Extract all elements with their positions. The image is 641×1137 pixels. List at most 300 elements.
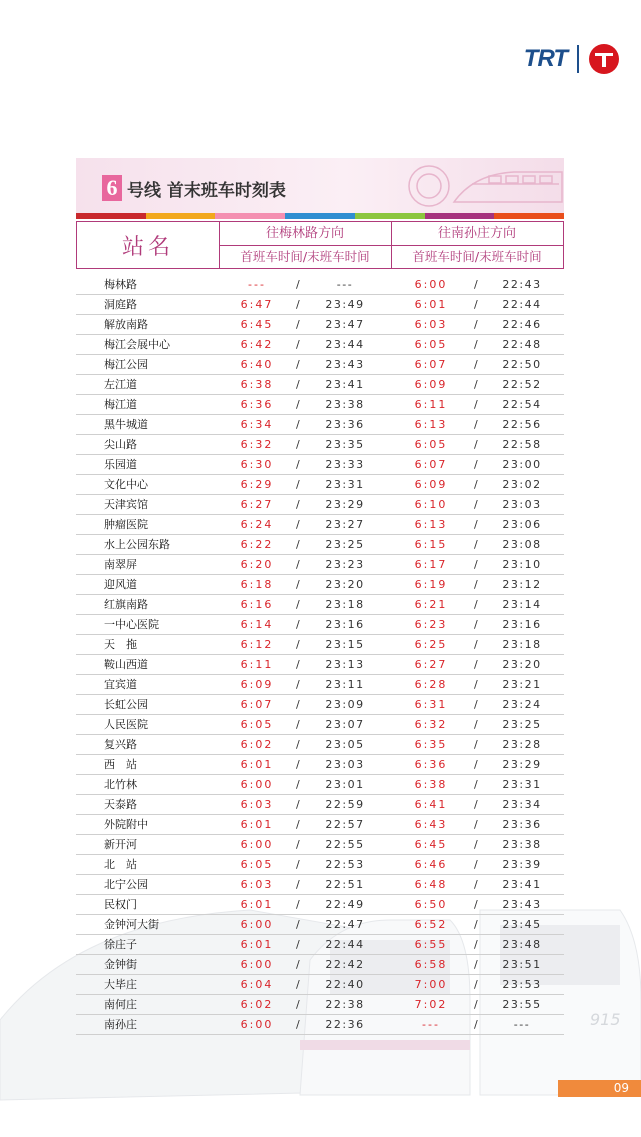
time-separator: /: [296, 958, 300, 971]
first-train-time-meilin: 6:01: [240, 938, 274, 951]
station-name: 梅江公园: [104, 358, 148, 371]
time-separator: /: [296, 498, 300, 511]
table-row: [76, 715, 564, 735]
svg-text:915: 915: [590, 1010, 621, 1029]
station-name: 乐园道: [104, 458, 137, 471]
station-name: 解放南路: [104, 318, 148, 331]
time-separator: /: [296, 938, 300, 951]
trt-logo: TRT: [523, 45, 567, 72]
time-separator: /: [296, 578, 300, 591]
last-train-time-nansunzhuang: 23:45: [502, 918, 542, 931]
stripe-segment: [215, 213, 285, 219]
last-train-time-nansunzhuang: 23:38: [502, 838, 542, 851]
station-name: 尖山路: [104, 438, 137, 451]
first-train-time-nansunzhuang: 6:03: [414, 318, 448, 331]
first-train-time-nansunzhuang: 7:00: [414, 978, 448, 991]
last-train-time-meilin: 22:59: [325, 798, 365, 811]
table-row: [76, 655, 564, 675]
table-row: [76, 535, 564, 555]
station-name: 西 站: [104, 758, 137, 771]
station-name: 梅林路: [104, 278, 137, 291]
first-train-time-meilin: 6:00: [240, 918, 274, 931]
last-train-time-meilin: 22:47: [325, 918, 365, 931]
time-separator: /: [474, 898, 478, 911]
first-train-time-meilin: 6:22: [240, 538, 274, 551]
last-train-time-nansunzhuang: 23:36: [502, 818, 542, 831]
time-separator: /: [474, 918, 478, 931]
station-name: 北 站: [104, 858, 137, 871]
first-train-time-meilin: 6:14: [240, 618, 274, 631]
last-train-time-nansunzhuang: 23:24: [502, 698, 542, 711]
time-separator: /: [296, 698, 300, 711]
stripe-segment: [355, 213, 425, 219]
station-name: 鞍山西道: [104, 658, 148, 671]
last-train-time-meilin: 23:05: [325, 738, 365, 751]
last-train-time-meilin: 23:35: [325, 438, 365, 451]
table-row: [76, 615, 564, 635]
time-separator: /: [474, 578, 478, 591]
first-train-time-nansunzhuang: 6:35: [414, 738, 448, 751]
last-train-time-nansunzhuang: 23:48: [502, 938, 542, 951]
last-train-time-nansunzhuang: 23:53: [502, 978, 542, 991]
last-train-time-nansunzhuang: 23:18: [502, 638, 542, 651]
stripe-segment: [285, 213, 355, 219]
station-name: 宜宾道: [104, 678, 137, 691]
time-separator: /: [474, 798, 478, 811]
last-train-time-meilin: 23:29: [325, 498, 365, 511]
time-separator: /: [474, 758, 478, 771]
time-separator: /: [474, 958, 478, 971]
table-row: [76, 955, 564, 975]
time-separator: /: [296, 418, 300, 431]
time-separator: /: [474, 818, 478, 831]
time-separator: /: [474, 438, 478, 451]
table-row: [76, 895, 564, 915]
first-train-time-meilin: 6:11: [240, 658, 274, 671]
time-separator: /: [296, 978, 300, 991]
first-train-time-meilin: 6:01: [240, 818, 274, 831]
first-train-time-meilin: 6:16: [240, 598, 274, 611]
last-train-time-nansunzhuang: 23:16: [502, 618, 542, 631]
station-name: 梅江道: [104, 398, 137, 411]
time-separator: /: [296, 738, 300, 751]
time-separator: /: [296, 918, 300, 931]
first-train-time-meilin: 6:12: [240, 638, 274, 651]
time-separator: /: [296, 678, 300, 691]
station-name: 北宁公园: [104, 878, 148, 891]
first-train-time-nansunzhuang: 6:23: [414, 618, 448, 631]
first-train-time-nansunzhuang: 6:07: [414, 458, 448, 471]
last-train-time-nansunzhuang: 23:03: [502, 498, 542, 511]
last-train-time-meilin: 23:15: [325, 638, 365, 651]
table-row: [76, 395, 564, 415]
time-separator: /: [296, 558, 300, 571]
direction-nansunzhuang-subheader: 首班车时间/末班车时间: [412, 249, 542, 264]
time-separator: /: [296, 1018, 300, 1031]
first-train-time-nansunzhuang: 6:09: [414, 478, 448, 491]
time-separator: /: [296, 878, 300, 891]
time-separator: /: [474, 498, 478, 511]
table-row: [76, 775, 564, 795]
time-separator: /: [296, 858, 300, 871]
table-row: [76, 755, 564, 775]
time-separator: /: [474, 338, 478, 351]
first-train-time-nansunzhuang: 6:19: [414, 578, 448, 591]
last-train-time-nansunzhuang: 22:54: [502, 398, 542, 411]
station-name: 南翠屏: [104, 558, 137, 571]
time-separator: /: [474, 738, 478, 751]
last-train-time-nansunzhuang: 22:50: [502, 358, 542, 371]
last-train-time-nansunzhuang: 23:55: [502, 998, 542, 1011]
metro-circle-logo: [589, 44, 619, 74]
first-train-time-meilin: 6:29: [240, 478, 274, 491]
last-train-time-nansunzhuang: 23:34: [502, 798, 542, 811]
first-train-time-nansunzhuang: 6:55: [414, 938, 448, 951]
time-separator: /: [474, 878, 478, 891]
first-train-time-nansunzhuang: 6:00: [414, 278, 448, 291]
last-train-time-meilin: 23:09: [325, 698, 365, 711]
last-train-time-meilin: 23:41: [325, 378, 365, 391]
time-separator: /: [296, 718, 300, 731]
time-separator: /: [296, 538, 300, 551]
station-name: 水上公园东路: [104, 538, 170, 551]
time-separator: /: [296, 398, 300, 411]
first-train-time-nansunzhuang: 6:10: [414, 498, 448, 511]
station-name: 金钟街: [104, 958, 137, 971]
table-row: [76, 855, 564, 875]
first-train-time-nansunzhuang: 6:58: [414, 958, 448, 971]
first-train-time-nansunzhuang: 6:32: [414, 718, 448, 731]
first-train-time-nansunzhuang: 6:31: [414, 698, 448, 711]
station-name: 大毕庄: [104, 978, 137, 991]
direction-meilin-label: 往梅林路方向: [219, 222, 391, 246]
time-separator: /: [296, 358, 300, 371]
last-train-time-nansunzhuang: 23:39: [502, 858, 542, 871]
first-train-time-meilin: 6:03: [240, 878, 274, 891]
last-train-time-nansunzhuang: 23:08: [502, 538, 542, 551]
first-train-time-nansunzhuang: 6:36: [414, 758, 448, 771]
last-train-time-nansunzhuang: 22:58: [502, 438, 542, 451]
last-train-time-nansunzhuang: 23:10: [502, 558, 542, 571]
table-row: [76, 695, 564, 715]
first-train-time-nansunzhuang: 6:13: [414, 418, 448, 431]
first-train-time-nansunzhuang: 6:13: [414, 518, 448, 531]
time-separator: /: [296, 658, 300, 671]
station-name: 一中心医院: [104, 618, 159, 631]
time-separator: /: [474, 518, 478, 531]
table-row: [76, 435, 564, 455]
first-train-time-meilin: 6:30: [240, 458, 274, 471]
stripe-segment: [76, 213, 146, 219]
station-name: 天 拖: [104, 638, 137, 651]
first-train-time-meilin: 6:40: [240, 358, 274, 371]
time-separator: /: [474, 658, 478, 671]
last-train-time-meilin: 22:36: [325, 1018, 365, 1031]
station-name: 梅江会展中心: [104, 338, 170, 351]
first-train-time-meilin: 6:03: [240, 798, 274, 811]
stripe-segment: [425, 213, 495, 219]
last-train-time-nansunzhuang: 23:14: [502, 598, 542, 611]
last-train-time-meilin: 23:16: [325, 618, 365, 631]
table-row: [76, 675, 564, 695]
time-separator: /: [474, 718, 478, 731]
table-row: [76, 455, 564, 475]
time-separator: /: [296, 458, 300, 471]
first-train-time-meilin: 6:00: [240, 838, 274, 851]
page-number-tab: [558, 1080, 641, 1097]
first-train-time-meilin: 6:04: [240, 978, 274, 991]
stripe-segment: [146, 213, 216, 219]
time-separator: /: [474, 638, 478, 651]
station-name: 天泰路: [104, 798, 137, 811]
time-separator: /: [474, 678, 478, 691]
last-train-time-nansunzhuang: 23:51: [502, 958, 542, 971]
first-train-time-nansunzhuang: 6:43: [414, 818, 448, 831]
station-name: 红旗南路: [104, 598, 148, 611]
last-train-time-nansunzhuang: 23:41: [502, 878, 542, 891]
first-train-time-meilin: ---: [248, 278, 266, 291]
first-train-time-nansunzhuang: 6:38: [414, 778, 448, 791]
last-train-time-meilin: 23:47: [325, 318, 365, 331]
station-name: 长虹公园: [104, 698, 148, 711]
last-train-time-nansunzhuang: 23:43: [502, 898, 542, 911]
table-row: [76, 835, 564, 855]
last-train-time-meilin: 23:44: [325, 338, 365, 351]
table-row: [76, 795, 564, 815]
last-train-time-meilin: 23:38: [325, 398, 365, 411]
first-train-time-meilin: 6:07: [240, 698, 274, 711]
train-illustration-icon: [394, 162, 564, 210]
last-train-time-meilin: ---: [336, 278, 354, 291]
time-separator: /: [296, 338, 300, 351]
time-separator: /: [474, 298, 478, 311]
last-train-time-nansunzhuang: 22:48: [502, 338, 542, 351]
first-train-time-nansunzhuang: 6:15: [414, 538, 448, 551]
time-separator: /: [474, 358, 478, 371]
direction-meilin-header: [219, 222, 392, 268]
table-row: [76, 575, 564, 595]
table-row: [76, 515, 564, 535]
time-separator: /: [296, 838, 300, 851]
table-row: [76, 595, 564, 615]
first-train-time-nansunzhuang: 6:48: [414, 878, 448, 891]
last-train-time-nansunzhuang: 22:52: [502, 378, 542, 391]
time-separator: /: [474, 418, 478, 431]
first-train-time-meilin: 6:05: [240, 858, 274, 871]
first-train-time-meilin: 6:00: [240, 1018, 274, 1031]
time-separator: /: [296, 318, 300, 331]
last-train-time-nansunzhuang: 23:00: [502, 458, 542, 471]
time-separator: /: [296, 298, 300, 311]
time-separator: /: [296, 818, 300, 831]
last-train-time-meilin: 23:33: [325, 458, 365, 471]
last-train-time-meilin: 23:25: [325, 538, 365, 551]
last-train-time-meilin: 23:49: [325, 298, 365, 311]
time-separator: /: [296, 378, 300, 391]
table-row: [76, 475, 564, 495]
page-number: 09: [613, 1081, 629, 1095]
time-separator: /: [296, 778, 300, 791]
last-train-time-nansunzhuang: 23:31: [502, 778, 542, 791]
station-name: 左江道: [104, 378, 137, 391]
time-separator: /: [296, 898, 300, 911]
logo-divider: [577, 45, 579, 73]
station-name: 文化中心: [104, 478, 148, 491]
last-train-time-nansunzhuang: 22:44: [502, 298, 542, 311]
direction-nansunzhuang-label: 往南孙庄方向: [391, 222, 563, 246]
time-separator: /: [474, 618, 478, 631]
time-separator: /: [474, 538, 478, 551]
last-train-time-meilin: 22:42: [325, 958, 365, 971]
first-train-time-nansunzhuang: 6:09: [414, 378, 448, 391]
time-separator: /: [296, 478, 300, 491]
first-train-time-meilin: 6:00: [240, 958, 274, 971]
time-separator: /: [474, 858, 478, 871]
first-train-time-meilin: 6:42: [240, 338, 274, 351]
first-train-time-meilin: 6:20: [240, 558, 274, 571]
time-separator: /: [296, 598, 300, 611]
table-row: [76, 295, 564, 315]
time-separator: /: [474, 458, 478, 471]
first-train-time-meilin: 6:47: [240, 298, 274, 311]
station-name: 民权门: [104, 898, 137, 911]
first-train-time-meilin: 6:05: [240, 718, 274, 731]
time-separator: /: [296, 278, 300, 291]
last-train-time-meilin: 22:49: [325, 898, 365, 911]
last-train-time-meilin: 23:11: [325, 678, 365, 691]
last-train-time-nansunzhuang: 22:46: [502, 318, 542, 331]
first-train-time-nansunzhuang: 6:01: [414, 298, 448, 311]
last-train-time-meilin: 22:44: [325, 938, 365, 951]
first-train-time-nansunzhuang: ---: [422, 1018, 440, 1031]
time-separator: /: [296, 618, 300, 631]
last-train-time-nansunzhuang: 22:56: [502, 418, 542, 431]
first-train-time-meilin: 6:18: [240, 578, 274, 591]
table-row: [76, 355, 564, 375]
last-train-time-meilin: 22:57: [325, 818, 365, 831]
first-train-time-meilin: 6:32: [240, 438, 274, 451]
last-train-time-meilin: 23:13: [325, 658, 365, 671]
last-train-time-meilin: 23:20: [325, 578, 365, 591]
table-row: [76, 915, 564, 935]
table-header: [76, 221, 564, 269]
station-name: 北竹林: [104, 778, 137, 791]
time-separator: /: [296, 438, 300, 451]
station-header: 站名: [77, 222, 220, 268]
last-train-time-meilin: 22:40: [325, 978, 365, 991]
color-stripe: [76, 213, 564, 219]
table-row: [76, 415, 564, 435]
last-train-time-meilin: 22:53: [325, 858, 365, 871]
direction-meilin-subheader: 首班车时间/末班车时间: [240, 249, 370, 264]
last-train-time-nansunzhuang: 23:06: [502, 518, 542, 531]
station-name: 肿瘤医院: [104, 518, 148, 531]
time-separator: /: [474, 378, 478, 391]
time-separator: /: [296, 798, 300, 811]
time-separator: /: [474, 838, 478, 851]
station-name: 人民医院: [104, 718, 148, 731]
first-train-time-nansunzhuang: 6:05: [414, 338, 448, 351]
station-name: 金钟河大街: [104, 918, 159, 931]
first-train-time-nansunzhuang: 6:52: [414, 918, 448, 931]
table-row: [76, 275, 564, 295]
station-name: 南孙庄: [104, 1018, 137, 1031]
station-name: 迎风道: [104, 578, 137, 591]
table-row: [76, 375, 564, 395]
first-train-time-nansunzhuang: 6:17: [414, 558, 448, 571]
first-train-time-nansunzhuang: 6:21: [414, 598, 448, 611]
station-name: 复兴路: [104, 738, 137, 751]
timetable-body: [76, 275, 564, 1035]
last-train-time-nansunzhuang: 23:25: [502, 718, 542, 731]
logo-area: [524, 44, 619, 74]
time-separator: /: [474, 398, 478, 411]
table-row: [76, 735, 564, 755]
first-train-time-nansunzhuang: 6:41: [414, 798, 448, 811]
first-train-time-meilin: 6:36: [240, 398, 274, 411]
last-train-time-nansunzhuang: 23:12: [502, 578, 542, 591]
last-train-time-meilin: 22:38: [325, 998, 365, 1011]
stripe-segment: [494, 213, 564, 219]
station-name: 天津宾馆: [104, 498, 148, 511]
first-train-time-nansunzhuang: 6:11: [414, 398, 448, 411]
station-name: 黑牛城道: [104, 418, 148, 431]
table-row: [76, 635, 564, 655]
direction-nansunzhuang-header: [391, 222, 563, 268]
last-train-time-nansunzhuang: ---: [513, 1018, 531, 1031]
last-train-time-meilin: 23:23: [325, 558, 365, 571]
table-row: [76, 815, 564, 835]
time-separator: /: [296, 518, 300, 531]
table-row: [76, 875, 564, 895]
first-train-time-meilin: 6:01: [240, 758, 274, 771]
time-separator: /: [474, 598, 478, 611]
time-separator: /: [474, 938, 478, 951]
time-separator: /: [474, 558, 478, 571]
first-train-time-nansunzhuang: 6:05: [414, 438, 448, 451]
last-train-time-meilin: 23:18: [325, 598, 365, 611]
last-train-time-meilin: 23:07: [325, 718, 365, 731]
first-train-time-nansunzhuang: 6:07: [414, 358, 448, 371]
first-train-time-meilin: 6:38: [240, 378, 274, 391]
time-separator: /: [474, 978, 478, 991]
first-train-time-meilin: 6:24: [240, 518, 274, 531]
station-name: 外院附中: [104, 818, 148, 831]
first-train-time-meilin: 6:02: [240, 998, 274, 1011]
line-number-badge: 6: [102, 175, 122, 201]
last-train-time-meilin: 23:36: [325, 418, 365, 431]
time-separator: /: [474, 478, 478, 491]
time-separator: /: [474, 698, 478, 711]
first-train-time-meilin: 6:09: [240, 678, 274, 691]
last-train-time-nansunzhuang: 23:21: [502, 678, 542, 691]
first-train-time-nansunzhuang: 6:50: [414, 898, 448, 911]
first-train-time-nansunzhuang: 6:25: [414, 638, 448, 651]
time-separator: /: [296, 998, 300, 1011]
station-name: 新开河: [104, 838, 137, 851]
table-row: [76, 555, 564, 575]
table-row: [76, 495, 564, 515]
last-train-time-nansunzhuang: 22:43: [502, 278, 542, 291]
station-name: 洞庭路: [104, 298, 137, 311]
last-train-time-nansunzhuang: 23:28: [502, 738, 542, 751]
time-separator: /: [474, 278, 478, 291]
time-separator: /: [474, 318, 478, 331]
first-train-time-nansunzhuang: 6:27: [414, 658, 448, 671]
first-train-time-meilin: 6:01: [240, 898, 274, 911]
first-train-time-meilin: 6:34: [240, 418, 274, 431]
table-row: [76, 315, 564, 335]
